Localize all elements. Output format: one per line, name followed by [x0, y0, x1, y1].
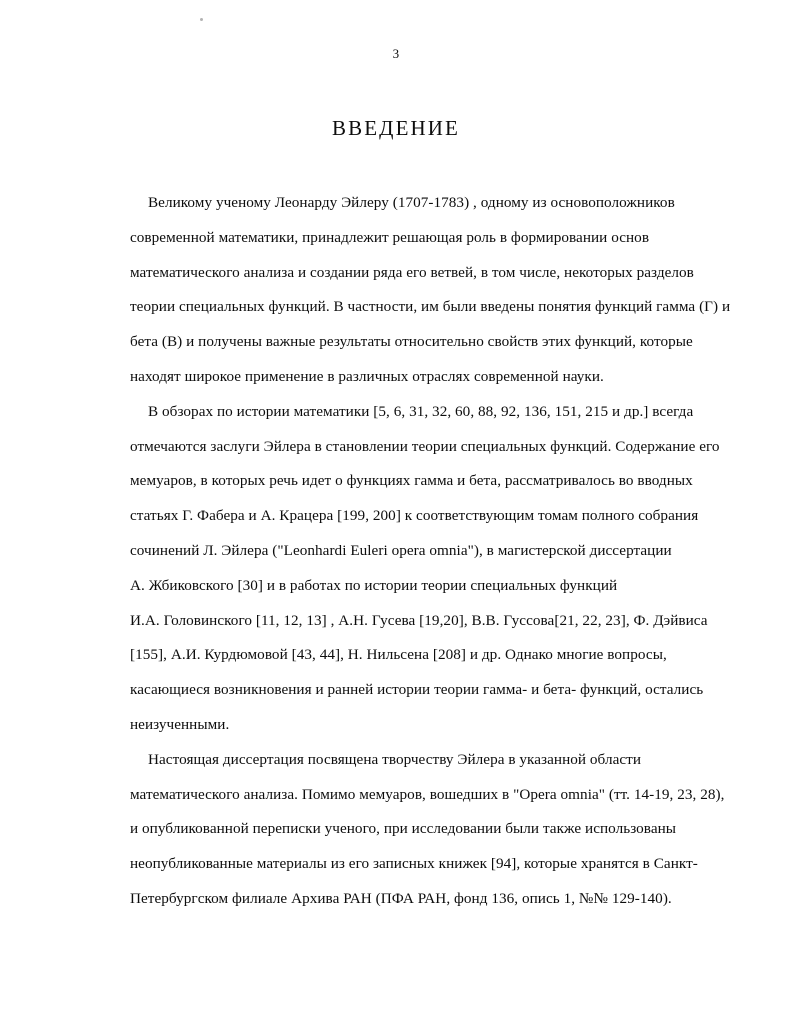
text-line: математического анализа и создании ряда его ветвей, в том числе, некоторых разделов	[130, 263, 694, 281]
text-line: теории специальных функций. В частности, им были введены понятия функций гамма (Г) и	[130, 298, 731, 316]
text-line: сочинений Л. Эйлера ("Leonhardi Euleri opera omnia"), в магистерской диссертации	[130, 541, 672, 559]
text-line: бета (В) и получены важные результаты относительно свойств этих функций, которые	[130, 333, 693, 351]
text-line: Петербургском филиале Архива РАН (ПФА РАН, фонд 136, опись 1, №№ 129-140).	[130, 889, 672, 907]
text-line: неопубликованные материалы из его записных книжек [94], которые хранятся в Санкт-	[130, 855, 698, 873]
paragraph-2	[130, 395, 750, 743]
scan-speck-artifact	[200, 18, 203, 21]
text-line: Великому ученому Леонарду Эйлеру (1707-1783) , одному из основоположников	[148, 194, 675, 211]
text-line: [155], А.И. Курдюмовой [43, 44], Н. Нильсена [208] и др. Однако многие вопросы,	[130, 646, 667, 664]
text-line: А. Жбиковского [30] и в работах по истории теории специальных функций	[130, 576, 618, 594]
text-line: находят широкое применение в различных отраслях современной науки.	[130, 367, 604, 385]
text-line: В обзорах по истории математики [5, 6, 31, 32, 60, 88, 92, 136, 151, 215 и др.] всегда	[148, 402, 694, 420]
text-line: отмечаются заслуги Эйлера в становлении теории специальных функций. Содержание его	[130, 437, 720, 455]
text-line: мемуаров, в которых речь идет о функциях гамма и бета, рассматривалось во вводных	[130, 472, 693, 490]
text-line: и опубликованной переписки ученого, при исследовании были также использованы	[130, 820, 677, 838]
text-line: И.А. Головинского [11, 12, 13] , А.Н. Гусева [19,20], В.В. Гуссова[21, 22, 23], Ф. Дэйвиса	[130, 611, 708, 629]
body-text	[130, 186, 750, 917]
paragraph-1	[130, 186, 750, 395]
text-line: неизученными.	[130, 715, 230, 733]
text-line: касающиеся возникновения и ранней истории теории гамма- и бета- функций, остались	[130, 681, 704, 699]
text-line: статьях Г. Фабера и А. Крацера [199, 200] к соответствующим томам полного собрания	[130, 507, 699, 525]
paragraph-3	[130, 743, 750, 917]
text-line: Настоящая диссертация посвящена творчеству Эйлера в указанной области	[148, 750, 642, 768]
page-title: ВВЕДЕНИЕ	[332, 116, 460, 140]
page-number: 3	[392, 46, 400, 61]
text-line: современной математики, принадлежит решающая роль в формировании основ	[130, 228, 650, 246]
text-line: математического анализа. Помимо мемуаров, вошедших в "Opera omnia" (тт. 14-19, 23, 28),	[130, 785, 725, 803]
